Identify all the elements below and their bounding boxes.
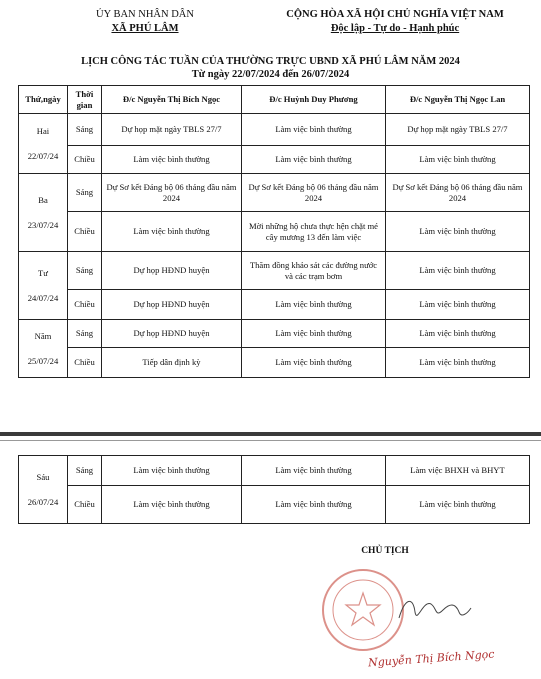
schedule-cell-person3: Làm việc BHXH và BHYT: [386, 456, 530, 486]
header-day: Thứ,ngày: [19, 86, 68, 114]
national-motto: Độc lập - Tự do - Hạnh phúc: [330, 23, 460, 34]
schedule-cell-person3: Dự Sơ kết Đảng bộ 06 tháng đầu năm 2024: [386, 174, 530, 212]
day-cell: [19, 174, 68, 252]
schedule-cell-person1: Dự họp HĐND huyện: [102, 290, 242, 320]
day-date: 22/07/24: [27, 150, 59, 161]
time-morning: Sáng: [68, 456, 102, 486]
day-name: Sáu: [36, 471, 50, 482]
schedule-cell-person1: Làm việc bình thường: [102, 146, 242, 174]
schedule-cell-person2: Làm việc bình thường: [242, 456, 386, 486]
schedule-cell-person2: Thăm đồng khảo sát các đường nước và các trạm bơm: [242, 252, 386, 290]
page-break-line: [0, 440, 541, 441]
schedule-cell-person2: Làm việc bình thường: [242, 146, 386, 174]
schedule-cell-person1: Dự họp HĐND huyện: [102, 320, 242, 348]
schedule-cell-person1: Làm việc bình thường: [102, 212, 242, 252]
table-row: [19, 114, 530, 146]
schedule-cell-person2: Mời những hộ chưa thực hện chặt mé cây mương 13 đến làm việc: [242, 212, 386, 252]
time-morning: Sáng: [68, 252, 102, 290]
day-name: Hai: [36, 125, 50, 136]
schedule-cell-person2: Làm việc bình thường: [242, 486, 386, 524]
schedule-cell-person3: Làm việc bình thường: [386, 320, 530, 348]
schedule-table-page2: [18, 455, 530, 524]
table-row: [19, 290, 530, 320]
table-row: [19, 212, 530, 252]
schedule-cell-person1: Dự họp mặt ngày TBLS 27/7: [102, 114, 242, 146]
day-cell: [19, 114, 68, 174]
title-line2: Từ ngày 22/07/2024 đến 26/07/2024: [191, 69, 350, 80]
schedule-cell-person3: Dự họp mặt ngày TBLS 27/7: [386, 114, 530, 146]
schedule-cell-person2: Làm việc bình thường: [242, 320, 386, 348]
agency-header: [60, 8, 230, 36]
schedule-cell-person3: Làm việc bình thường: [386, 252, 530, 290]
national-header: [275, 8, 515, 36]
schedule-cell-person1: Làm việc bình thường: [102, 486, 242, 524]
day-cell: [19, 320, 68, 378]
time-morning: Sáng: [68, 114, 102, 146]
agency-line1: ỦY BAN NHÂN DÂN: [96, 9, 194, 20]
day-cell: [19, 252, 68, 320]
time-afternoon: Chiều: [68, 146, 102, 174]
day-name: Năm: [34, 330, 52, 341]
day-name: Ba: [38, 194, 48, 205]
signer-name: Nguyễn Thị Bích Ngọc: [367, 647, 495, 670]
page-break-bar: [0, 432, 541, 436]
time-afternoon: Chiều: [68, 290, 102, 320]
schedule-cell-person3: Làm việc bình thường: [386, 486, 530, 524]
title-line1: LỊCH CÔNG TÁC TUẦN CỦA THƯỜNG TRỰC UBND XÃ PHÚ LÂM NĂM 2024: [81, 56, 460, 67]
schedule-cell-person3: Làm việc bình thường: [386, 212, 530, 252]
signer-role: CHỦ TỊCH: [361, 546, 409, 556]
day-date: 23/07/24: [27, 219, 59, 230]
table-row: [19, 174, 530, 212]
table-row: [19, 320, 530, 348]
table-row: [19, 348, 530, 378]
schedule-cell-person3: Làm việc bình thường: [386, 348, 530, 378]
handwritten-signature: [395, 590, 475, 630]
day-cell: [19, 456, 68, 524]
schedule-cell-person1: Tiếp dân định kỳ: [102, 348, 242, 378]
schedule-table-page1: [18, 85, 530, 378]
table-row: [19, 456, 530, 486]
table-row: [19, 486, 530, 524]
day-date: 26/07/24: [27, 496, 59, 507]
time-afternoon: Chiều: [68, 348, 102, 378]
header-time: Thời gian: [68, 86, 102, 114]
document-title: [0, 55, 541, 81]
day-date: 24/07/24: [27, 292, 59, 303]
schedule-cell-person3: Làm việc bình thường: [386, 290, 530, 320]
schedule-cell-person1: Dự họp HĐND huyện: [102, 252, 242, 290]
time-morning: Sáng: [68, 174, 102, 212]
table-row: [19, 146, 530, 174]
table-row: [19, 252, 530, 290]
day-date: 25/07/24: [27, 355, 59, 366]
day-name: Tư: [38, 267, 48, 278]
header-person1: Đ/c Nguyễn Thị Bích Ngọc: [102, 86, 242, 114]
time-morning: Sáng: [68, 320, 102, 348]
schedule-cell-person2: Làm việc bình thường: [242, 290, 386, 320]
header-person2: Đ/c Huỳnh Duy Phương: [242, 86, 386, 114]
header-person3: Đ/c Nguyễn Thị Ngọc Lan: [386, 86, 530, 114]
schedule-cell-person1: Dự Sơ kết Đảng bộ 06 tháng đầu năm 2024: [102, 174, 242, 212]
schedule-cell-person3: Làm việc bình thường: [386, 146, 530, 174]
national-line1: CỘNG HÒA XÃ HỘI CHỦ NGHĨA VIỆT NAM: [286, 9, 504, 20]
agency-line2: XÃ PHÚ LÂM: [111, 23, 179, 34]
schedule-cell-person2: Dự Sơ kết Đảng bộ 06 tháng đầu năm 2024: [242, 174, 386, 212]
schedule-cell-person2: Làm việc bình thường: [242, 348, 386, 378]
table-header-row: [19, 86, 530, 114]
time-afternoon: Chiều: [68, 486, 102, 524]
schedule-cell-person2: Làm việc bình thường: [242, 114, 386, 146]
schedule-cell-person1: Làm việc bình thường: [102, 456, 242, 486]
time-afternoon: Chiều: [68, 212, 102, 252]
